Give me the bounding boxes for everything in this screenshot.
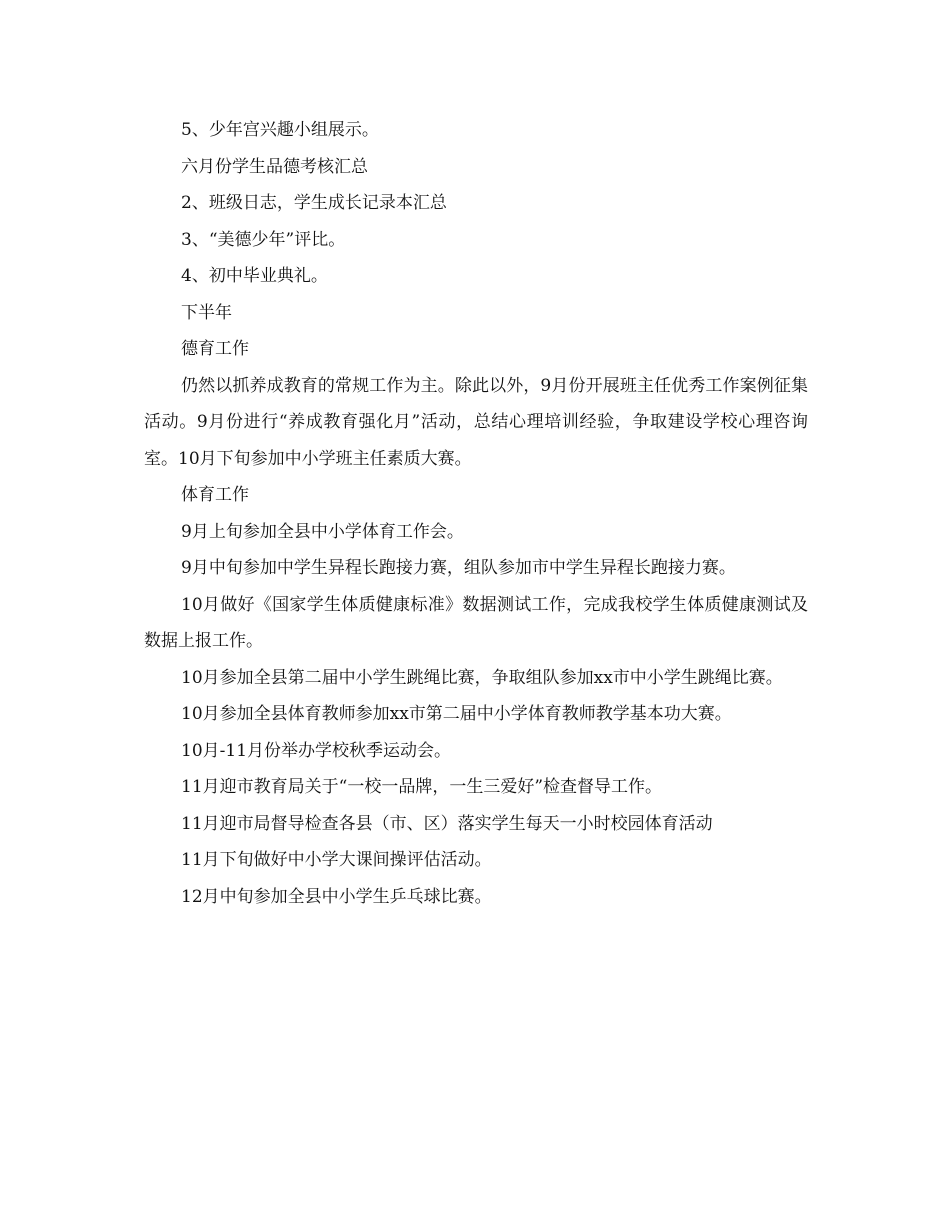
heading-moral-education: 德育工作: [181, 339, 249, 359]
pe-item-nov-exercise: 11月下旬做好中小学大课间操评估活动。: [181, 850, 492, 870]
moral-education-paragraph: 仍然以抓养成教育的常规工作为主。除此以外，9月份开展班主任优秀工作案例征集活动。9月份进行“养成教育强化月”活动，总结心理培训经验，争取建设学校心理咨询室。10月下旬参加中小学班主任素质大赛。: [144, 375, 808, 469]
pe-item-oct-jump-rope: 10月参加全县第二届中小学生跳绳比赛，争取组队参加xx市中小学生跳绳比赛。: [181, 667, 783, 688]
list-item-shaoniangong: 5、少年宫兴趣小组展示。: [181, 120, 379, 140]
pe-item-nov-one-hour: 11月迎市局督导检查各县（市、区）落实学生每天一小时校园体育活动: [181, 813, 713, 834]
pe-item-nov-inspection: 11月迎市教育局关于“一校一品牌，一生三爱好”检查督导工作。: [181, 777, 663, 797]
pe-item-oct-teacher-contest: 10月参加全县体育教师参加xx市第二届中小学体育教师教学基本功大赛。: [181, 704, 732, 724]
list-item-graduation: 4、初中毕业典礼。: [181, 266, 328, 286]
section-june-summary: 六月份学生品德考核汇总: [181, 156, 368, 177]
pe-item-sept-early: 9月上旬参加全县中小学体育工作会。: [181, 521, 464, 542]
pe-item-sept-mid: 9月中旬参加中学生异程长跑接力赛，组队参加市中学生异程长跑接力赛。: [181, 558, 736, 578]
heading-physical-education: 体育工作: [181, 485, 249, 505]
list-item-class-log: 2、班级日志，学生成长记录本汇总: [181, 193, 447, 213]
document-body: [144, 112, 808, 915]
pe-item-oct-fitness: 10月做好《国家学生体质健康标准》数据测试工作，完成我校学生体质健康测试及数据上报工作。: [144, 594, 808, 651]
pe-item-dec-pingpong: 12月中旬参加全县中小学生乒乓球比赛。: [181, 886, 492, 907]
pe-item-sports-meet: 10月-11月份举办学校秋季运动会。: [181, 740, 452, 761]
heading-second-half: 下半年: [181, 302, 232, 323]
list-item-meide: 3、“美德少年”评比。: [181, 229, 346, 250]
